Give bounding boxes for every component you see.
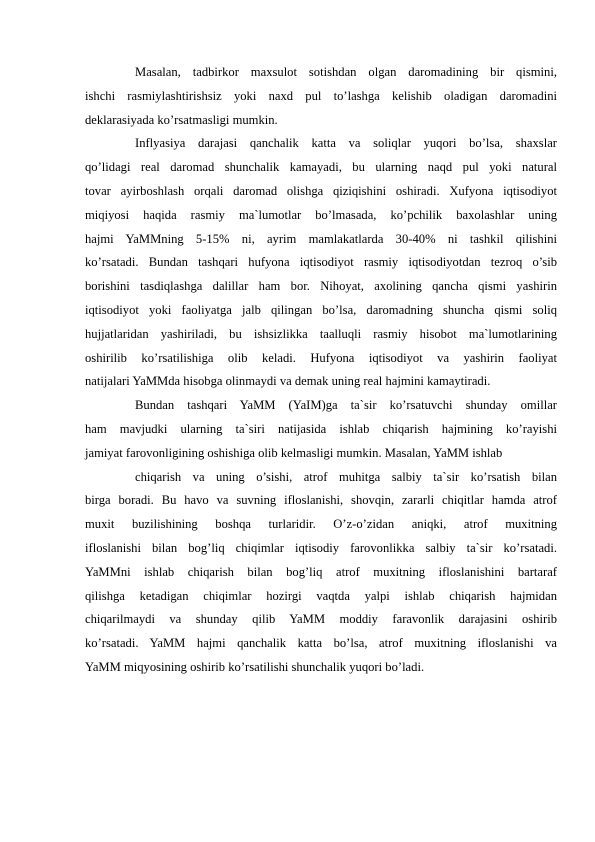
paragraph-3 [85, 394, 557, 465]
text-line: hujjatlaridan yashiriladi, bu ishsizlikka taalluqli rasmiy hisobot ma`lumotlarining [85, 326, 557, 341]
text-line: tovar ayirboshlash orqali daromad olishga qiziqishini oshiradi. Xufyona iqtisodiyot [85, 183, 557, 198]
text-line: oshirilib ko’rsatilishiga olib keladi. Hufyona iqtisodiyot va yashirin faoliyat [85, 350, 557, 365]
text-line: Masalan, tadbirkor maxsulot sotishdan olgan daromadining bir qismini, [135, 65, 557, 79]
text-line: chiqarish va uning o’sishi, atrof muhitga salbiy ta`sir ko’rsatish bilan [135, 469, 557, 484]
text-line: qilishga ketadigan chiqimlar hozirgi vaqtda yalpi ishlab chiqarish hajmidan [85, 588, 557, 603]
text-line: YaMMni ishlab chiqarish bilan bog’liq atrof muxitning ifloslanishini bartaraf [85, 564, 557, 579]
text-line: ko’rsatadi. YaMM hajmi qanchalik katta bo’lsa, atrof muxitning ifloslanishi va [85, 636, 557, 651]
text-line: ko’rsatadi. Bundan tashqari hufyona iqtisodiyot rasmiy iqtisodiyotdan tezroq o’sib [85, 255, 557, 270]
text-line: deklarasiyada ko’rsatmasligi mumkin. [85, 112, 278, 127]
text-line: qo’lidagi real daromad shunchalik kamayadi, bu ularning naqd pul yoki natural [85, 160, 557, 175]
document-body [85, 61, 557, 680]
text-line: ham mavjudki ularning ta`siri natijasida ishlab chiqarish hajmining ko’rayishi [85, 421, 557, 436]
text-line: borishini tasdiqlashga dalillar ham bor. Nihoyat, axolining qancha qismi yashirin [85, 279, 557, 294]
text-line: ishchi rasmiylashtirishsiz yoki naxd pul to’lashga kelishib oladigan daromadini [85, 88, 557, 103]
text-line: muxit buzilishining boshqa turlaridir. O’z-o’zidan aniqki, atrof muxitning [85, 517, 557, 532]
text-line: jamiyat farovonligining oshishiga olib kelmasligi mumkin. Masalan, YaMM ishlab [85, 445, 503, 460]
text-line: iqtisodiyot yoki faoliyatga jalb qilingan bo’lsa, daromadning shuncha qismi soliq [85, 302, 557, 317]
paragraph-1 [85, 61, 557, 132]
text-line: ifloslanishi bilan bog’liq chiqimlar iqtisodiy farovonlikka salbiy ta`sir ko’rsatadi. [85, 540, 557, 555]
text-line: chiqarilmaydi va shunday qilib YaMM moddiy faravonlik darajasini oshirib [85, 612, 557, 627]
text-line: Bundan tashqari YaMM (YaIM)ga ta`sir ko’rsatuvchi shunday omillar [135, 398, 557, 413]
text-line: Inflyasiya darajasi qanchalik katta va soliqlar yuqori bo’lsa, shaxslar [135, 136, 557, 151]
text-line: birga boradi. Bu havo va suvning ifloslanishi, shovqin, zararli chiqitlar hamda atrof [85, 493, 557, 508]
text-line: YaMM miqyosining oshirib ko’rsatilishi shunchalik yuqori bo’ladi. [85, 659, 425, 674]
paragraph-2 [85, 132, 557, 394]
text-line: natijalari YaMMda hisobga olinmaydi va demak uning real hajmini kamaytiradi. [85, 374, 491, 389]
text-line: miqiyosi haqida rasmiy ma`lumotlar bo’lmasada, ko’pchilik baxolashlar uning [85, 207, 557, 222]
text-line: hajmi YaMMning 5-15% ni, ayrim mamlakatlarda 30-40% ni tashkil qilishini [85, 231, 557, 246]
paragraph-4 [85, 466, 557, 680]
